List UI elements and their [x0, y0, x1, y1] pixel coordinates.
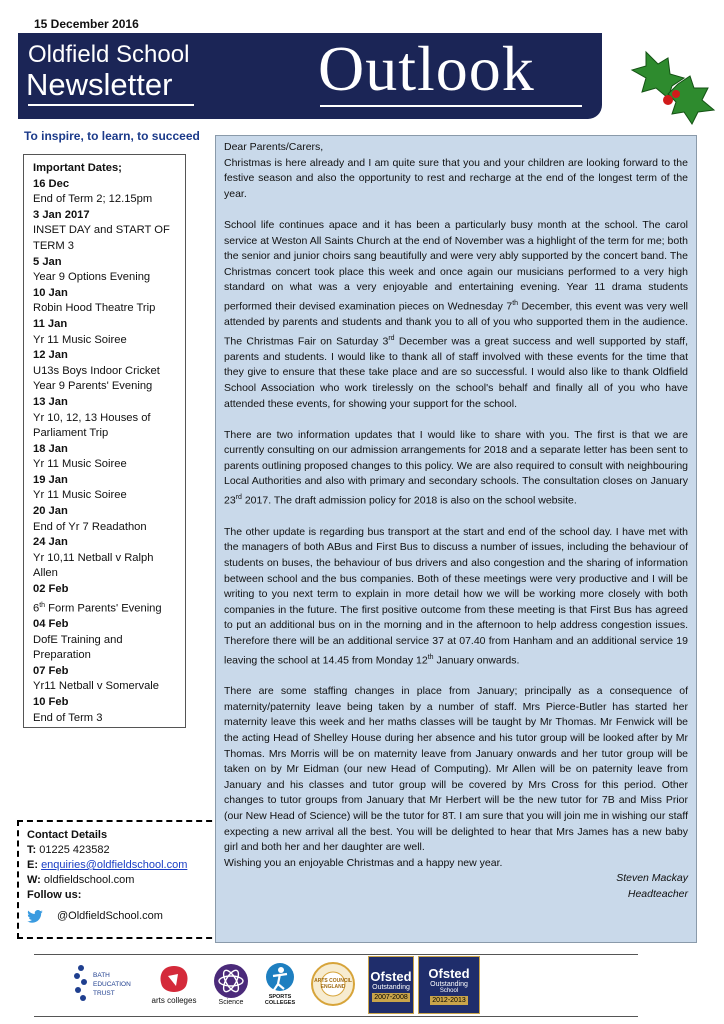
date-event: Yr 10, 12, 13 Houses of Parliament Trip: [33, 411, 151, 440]
date-event: Yr11 Netball v Somervale: [33, 680, 160, 693]
sports-figure-icon: [265, 962, 295, 994]
footer-rule-top: [34, 954, 638, 955]
dates-list: [33, 177, 176, 727]
date-label: 02 Feb: [33, 583, 69, 596]
date-label: 12 Jan: [33, 349, 68, 362]
contact-details-box: [17, 820, 232, 939]
important-dates-box: [23, 154, 186, 728]
date-event: Year 9 Parents' Evening: [33, 380, 153, 393]
bath-line-3: TRUST: [93, 989, 115, 997]
school-tagline: To inspire, to learn, to succeed: [24, 129, 200, 143]
ofsted-2012-logo: [418, 956, 480, 1014]
science-logo: [210, 956, 252, 1012]
dots-icon: [72, 964, 90, 1004]
masthead-underline: [320, 105, 582, 107]
letter-paragraph-3: There are two information updates that I would like to share with you. The first is that we are currently consulting on our admission arrangements for 2018 and a separate letter has been sent to parents outlining proposed changes to this policy. We are also required to consult with neighbouring Local Authorities and also with primary and secondary schools. The consultation closes on January 23rd 2017. The draft admission policy for 2018 is also on the school website.: [224, 428, 688, 507]
arts-council-logo: [308, 956, 358, 1012]
atom-icon: [213, 963, 249, 999]
date-label: 20 Jan: [33, 505, 68, 518]
contact-heading: Contact Details: [27, 829, 108, 841]
website: oldfieldschool.com: [43, 874, 135, 886]
date-label: 11 Jan: [33, 317, 68, 330]
date-label: 07 Feb: [33, 664, 69, 677]
arts-colleges-label: arts colleges: [151, 995, 197, 1005]
newsletter-underline: [28, 104, 194, 106]
date-label: 10 Feb: [33, 695, 69, 708]
date-event: DofE Training and Preparation: [33, 633, 123, 662]
masthead-title: Outlook: [318, 33, 535, 104]
twitter-handle[interactable]: @OldfieldSchool.com: [57, 910, 163, 922]
ofsted-1-name: Ofsted: [370, 968, 412, 984]
date-label: 04 Feb: [33, 617, 69, 630]
date-label: 5 Jan: [33, 255, 62, 268]
ofsted-1-rating: Outstanding: [372, 983, 410, 991]
date-event: U13s Boys Indoor Cricket: [33, 364, 160, 377]
school-name: Oldfield School: [28, 41, 190, 68]
arts-council-label: ARTS COUNCIL ENGLAND: [314, 978, 352, 990]
science-label: Science: [218, 998, 244, 1006]
date-label: 18 Jan: [33, 442, 68, 455]
date-event: Yr 10,11 Netball v Ralph Allen: [33, 551, 154, 580]
phone-number: 01225 423582: [39, 844, 110, 856]
date-label: 16 Dec: [33, 177, 70, 190]
letter-greeting: Dear Parents/Carers,: [224, 141, 324, 153]
date-label: 19 Jan: [33, 473, 68, 486]
letter-closing: Wishing you an enjoyable Christmas and a happy new year.: [224, 856, 503, 869]
ofsted-2-sub: School: [439, 987, 459, 994]
bath-education-trust-logo: [72, 956, 142, 1012]
arts-colleges-logo: [146, 956, 202, 1012]
sports-label: SPORTS COLLEGES: [264, 994, 296, 1006]
footer-rule-bottom: [34, 1016, 638, 1017]
issue-date: 15 December 2016: [34, 17, 139, 31]
sports-colleges-logo: [262, 956, 298, 1012]
arts-mark-icon: [156, 964, 192, 996]
ofsted-1-years: 2007-2008: [374, 993, 408, 1001]
letter-paragraph-4: The other update is regarding bus transport at the start and end of the school day. I have met with the managers of both ABus and First Bus to discuss a number of issues, including the behaviour of students on buses, the behaviour of bus drivers and also congestion and the sharing of information between school and the bus companies. Both of these meetings were very productive and I will be writing to you next term to explain in more detail how we will be working more closely with both companies in the future. The first positive outcome from these meeting is that First Bus has agreed to put an additional bus on in the morning and in the afternoon to help address congestion issues. Therefore there will be an additional service 37 at 07.40 from Hanham and an additional service 19 leaving the school at 14.45 from Monday 12th January onwards.: [224, 525, 688, 666]
letter-paragraph-5: There are some staffing changes in place from January; principally as a consequence of maternity/paternity leave being taken by a number of staff. Mrs Pierce-Butler has started her maternity leave this week and her maths classes will be taught by Mr Thomas. Mr Fenwick will be the acting Head of Shelley House during her absence and his tutor group will be looked after by Mr Thomas. Mrs Morris will be on maternity leave from January onwards and her tutor group will be taken on by Mr Eidman (our new Head of Computing). Mr Allen will be on paternity leave from January and his classes and tutor group will be covered by Mrs Cross for this period. Other changes to tutor groups from January that Mr Herbert will be the new tutor for 7B and Miss Prior (our New Head of Science) will be the tutor for 8T. I am sure that you will join me in wishing our staff expecting a new arrival all the best. You will be delighted to hear that Mrs James has a new baby girl and both her and her daughter are well.: [224, 685, 688, 854]
email-label: E:: [27, 859, 38, 871]
date-label: 24 Jan: [33, 536, 68, 549]
signature-title: Headteacher: [627, 887, 688, 900]
ofsted-2-name: Ofsted: [428, 965, 470, 981]
ofsted-2-rating: Outstanding: [430, 980, 468, 988]
headteacher-letter: [215, 135, 697, 943]
ofsted-2-years: 2012-2013: [432, 996, 466, 1004]
date-label: 10 Jan: [33, 286, 68, 299]
twitter-bird-icon[interactable]: [27, 910, 43, 923]
bath-line-2: EDUCATION: [93, 980, 131, 988]
phone-label: T:: [27, 844, 37, 856]
masthead-banner: [18, 33, 602, 119]
web-label: W:: [27, 874, 41, 886]
date-event: End of Yr 7 Readathon: [33, 520, 147, 533]
bath-line-1: BATH: [93, 971, 110, 979]
letter-paragraph-2: School life continues apace and it has been a particularly busy month at the school. The carol service at Weston All Saints Church at the end of November was a highlight of the term for me; both the senior and junior choirs sang beautifully and were very ably supported by the concert band. The Christmas concert took place this week and once again our musicians performed to a very high standard on what was a very enjoyable and entertaining evening. Year 11 drama students performed their devised examination pieces on Wednesday 7th December, this event was very well attended by parents and students and thank you to all of you who supported them in the audience. The Christmas Fair on Saturday 3rd December was a great success and well supported by staff, parents and students. I would like to thank all of staff involved with these events for the time that they give to ensure that these take place and are so successful. I would also like to thank Oldfield School Association who work tirelessly on the school's behalf and finally all of you who have attended these events, for showing your support for the school.: [224, 218, 688, 410]
date-event: End of Term 2; 12.15pm: [33, 193, 153, 206]
date-event: Yr 11 Music Soiree: [33, 458, 127, 471]
date-event: End of Term 3: [33, 711, 103, 724]
date-event: Year 9 Options Evening: [33, 271, 151, 284]
newsletter-label: Newsletter: [26, 67, 173, 102]
email-link[interactable]: enquiries@oldfieldschool.com: [41, 859, 188, 871]
follow-us-label: Follow us:: [27, 889, 82, 901]
accreditation-logos: [72, 956, 482, 1012]
dates-heading: Important Dates;: [33, 162, 122, 174]
date-event: INSET DAY and START OF TERM 3: [33, 224, 170, 252]
date-event: Robin Hood Theatre Trip: [33, 302, 156, 315]
date-event: Yr 11 Music Soiree: [33, 489, 127, 502]
holly-icon: [628, 44, 718, 126]
ofsted-2007-logo: [368, 956, 414, 1014]
date-label: 13 Jan: [33, 395, 68, 408]
date-event: 6th Form Parents' Evening: [33, 601, 162, 615]
date-event: Yr 11 Music Soiree: [33, 333, 127, 346]
date-label: 3 Jan 2017: [33, 208, 90, 221]
letter-paragraph-1: Christmas is here already and I am quite sure that you and your children are looking forward to the festive season and also the opportunity to rest and recharge at the end of the longest term of the year.: [224, 156, 688, 200]
signature-name: Steven Mackay: [616, 872, 688, 885]
